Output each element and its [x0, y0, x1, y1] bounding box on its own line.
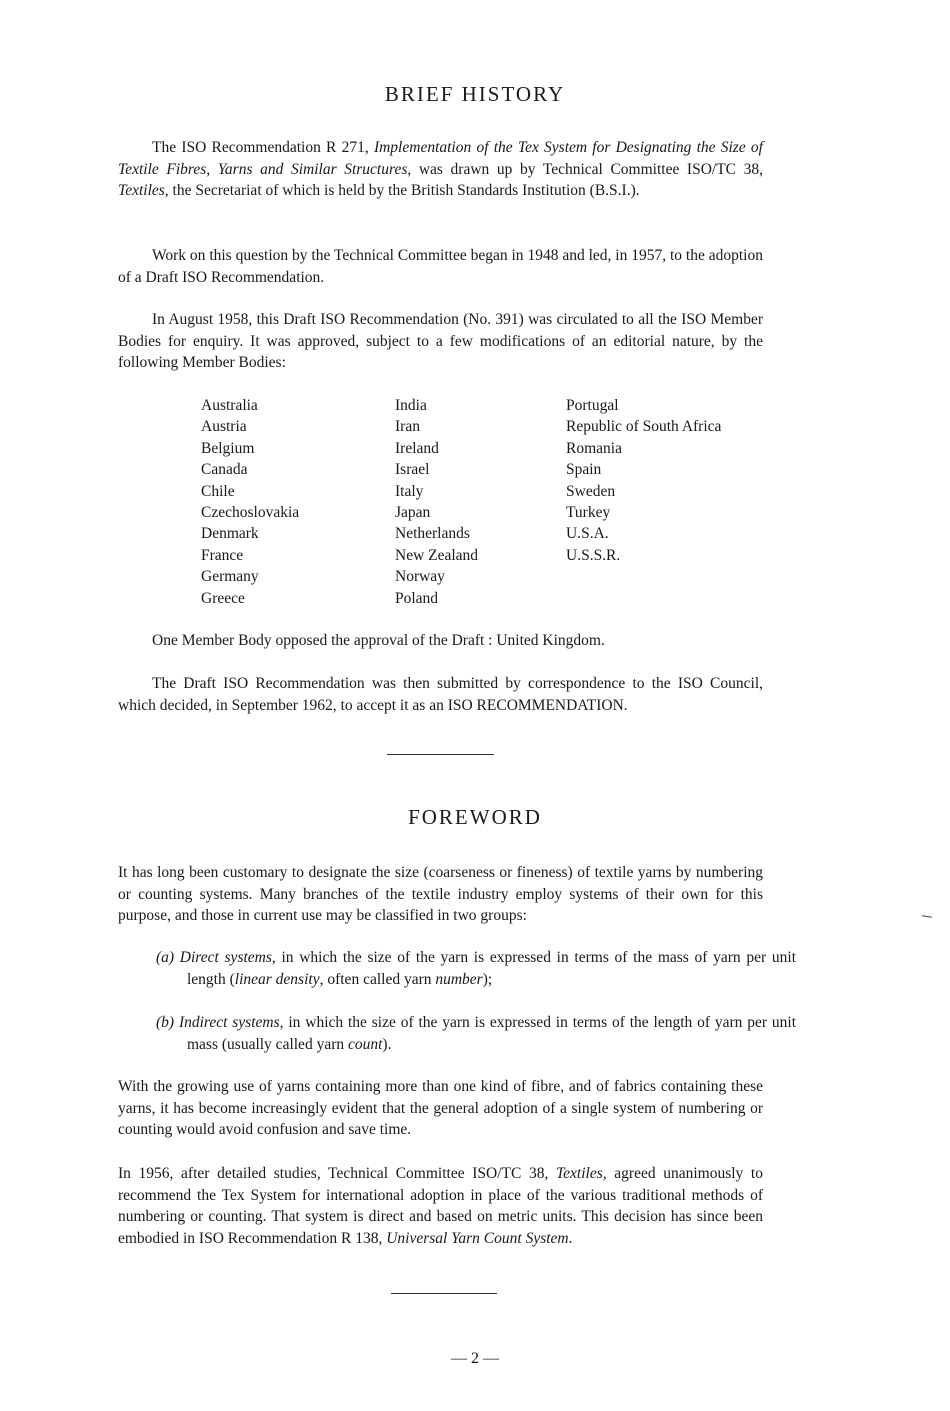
history-paragraph-3: In August 1958, this Draft ISO Recommendation (No. 391) was circulated to all the ISO Member Bodies for enquiry. It was approved, subject to a few modifications of an editorial nature, by the following Member Bodies: [118, 311, 763, 371]
member-bodies-column-2 [395, 395, 478, 609]
list-item-indirect-systems: (b) Indirect systems, in which the size of the yarn is expressed in terms of the length of yarn per unit mass (usually called yarn count). [156, 1014, 796, 1053]
foreword-heading: FOREWORD [408, 805, 542, 829]
history-paragraph-council: The Draft ISO Recommendation was then submitted by correspondence to the ISO Council, which decided, in September 1962, to accept it as an ISO RECOMMENDATION. [118, 675, 763, 714]
foreword-paragraph-3: In 1956, after detailed studies, Technical Committee ISO/TC 38, Textiles, agreed unanimously to recommend the Tex System for international adoption in place of the various traditional methods of numbering or counting. That system is direct and based on metric units. This decision has since been embodied in ISO Recommendation R 138, Universal Yarn Count System. [118, 1165, 763, 1247]
member-body: Denmark [201, 525, 259, 543]
history-paragraph-1: The ISO Recommendation R 271, Implementation of the Tex System for Designating the Size of Textile Fibres, Yarns and Similar Structures, was drawn up by Technical Committee ISO/TC 38, Textiles, the Secretariat of which is held by the British Standards Institution (B.S.I.). [118, 139, 764, 199]
foreword-paragraph-1: It has long been customary to designate the size (coarseness or fineness) of textile yarns by numbering or counting systems. Many branches of the textile industry employ systems of their own for this purpose, and those in current use may be classified in two groups: [118, 864, 763, 924]
member-body: Sweden [566, 482, 616, 500]
member-body: Australia [201, 397, 258, 414]
member-body: Turkey [566, 504, 611, 522]
member-bodies-column-3 [566, 395, 721, 566]
member-body: Republic of South Africa [566, 418, 722, 436]
brief-history-heading: BRIEF HISTORY [384, 82, 566, 106]
member-body: Czechoslovakia [201, 504, 300, 522]
member-body: U.S.S.R. [566, 546, 621, 564]
member-body: Norway [395, 568, 445, 586]
section-divider [387, 754, 494, 755]
member-body: Austria [201, 418, 247, 436]
member-body: Germany [201, 568, 259, 586]
member-body: France [201, 546, 244, 564]
list-item-label: (a) [156, 949, 175, 966]
history-paragraph-2: Work on this question by the Technical Committee began in 1948 and led, in 1957, to the adoption of a Draft ISO Recommendation. [118, 247, 763, 286]
member-body: Greece [201, 589, 245, 607]
member-body: Japan [395, 504, 431, 522]
member-body: Portugal [566, 397, 619, 414]
page-number: — 2 — [451, 1350, 499, 1367]
member-body: Spain [566, 461, 602, 479]
member-body: Canada [201, 461, 248, 479]
member-body: New Zealand [395, 546, 479, 564]
member-body: Israel [395, 461, 430, 479]
member-body: Iran [395, 418, 420, 436]
member-body: Belgium [201, 439, 255, 457]
foreword-paragraph-2: With the growing use of yarns containing more than one kind of fibre, and of fabrics containing these yarns, it has become increasingly evident that the general adoption of a single system of numbering or counting would avoid confusion and save time. [118, 1078, 763, 1138]
member-body: India [395, 397, 427, 414]
member-bodies-column-1 [201, 395, 299, 609]
member-body: Italy [395, 482, 424, 500]
history-paragraph-opposed: One Member Body opposed the approval of the Draft : United Kingdom. [152, 632, 605, 649]
member-body: Netherlands [395, 525, 470, 543]
member-body: Ireland [395, 439, 439, 457]
end-divider [391, 1293, 497, 1294]
margin-mark [922, 915, 932, 917]
member-body: U.S.A. [566, 525, 609, 543]
member-body: Poland [395, 589, 439, 607]
list-item-label: (b) [156, 1014, 175, 1031]
member-body: Romania [566, 439, 622, 457]
list-item-direct-systems: (a) Direct systems, in which the size of the yarn is expressed in terms of the mass of yarn per unit length (linear density, often called yarn number); [156, 949, 797, 988]
member-body: Chile [201, 482, 235, 500]
